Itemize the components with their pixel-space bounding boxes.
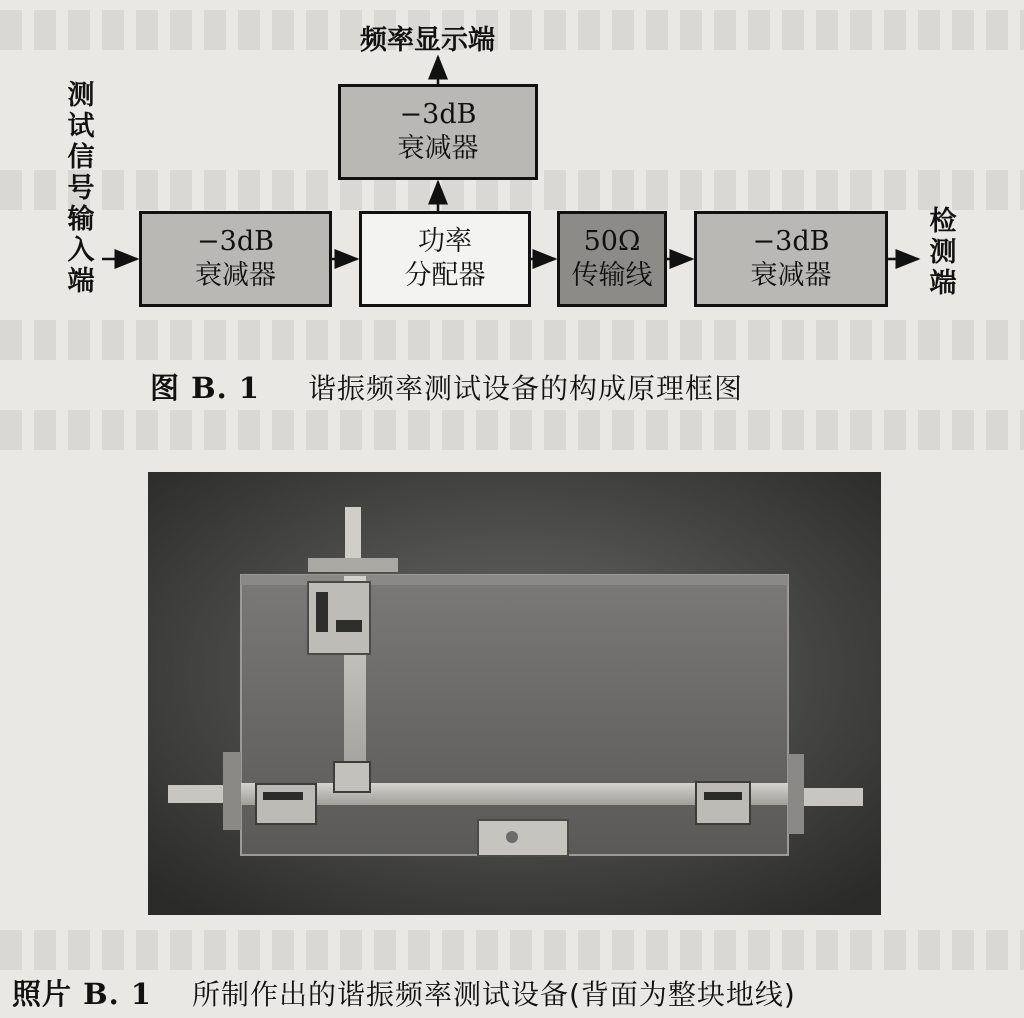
sma-connector-left (168, 785, 226, 803)
figure-caption: 图 B. 1 谐振频率测试设备的构成原理框图 (150, 371, 743, 405)
input-port-label: 测 试 信 号 输 入 端 (67, 80, 95, 297)
output-attenuator-block: −3dB 衰减器 (694, 211, 888, 307)
divider-components (334, 762, 370, 792)
transmission-line-block: 50Ω 传输线 (557, 211, 667, 307)
signal-flow-arrows (0, 0, 1024, 420)
sma-connector-top (345, 507, 361, 559)
display-attenuator-block: −3dB 衰减器 (338, 84, 538, 180)
frequency-display-label: 频率显示端 (360, 25, 495, 56)
sma-connector-right (797, 788, 863, 806)
input-attenuator-block: −3dB 衰减器 (139, 211, 332, 307)
input-attenuator-components (256, 784, 316, 824)
output-attenuator-components (696, 782, 750, 824)
pad (478, 820, 568, 856)
output-port-label: 检 测 端 (929, 206, 957, 299)
photo-caption: 照片 B. 1 所制作出的谐振频率测试设备(背面为整块地线) (12, 977, 796, 1011)
power-divider-block: 功率 分配器 (359, 211, 531, 307)
device-photo (148, 472, 881, 915)
